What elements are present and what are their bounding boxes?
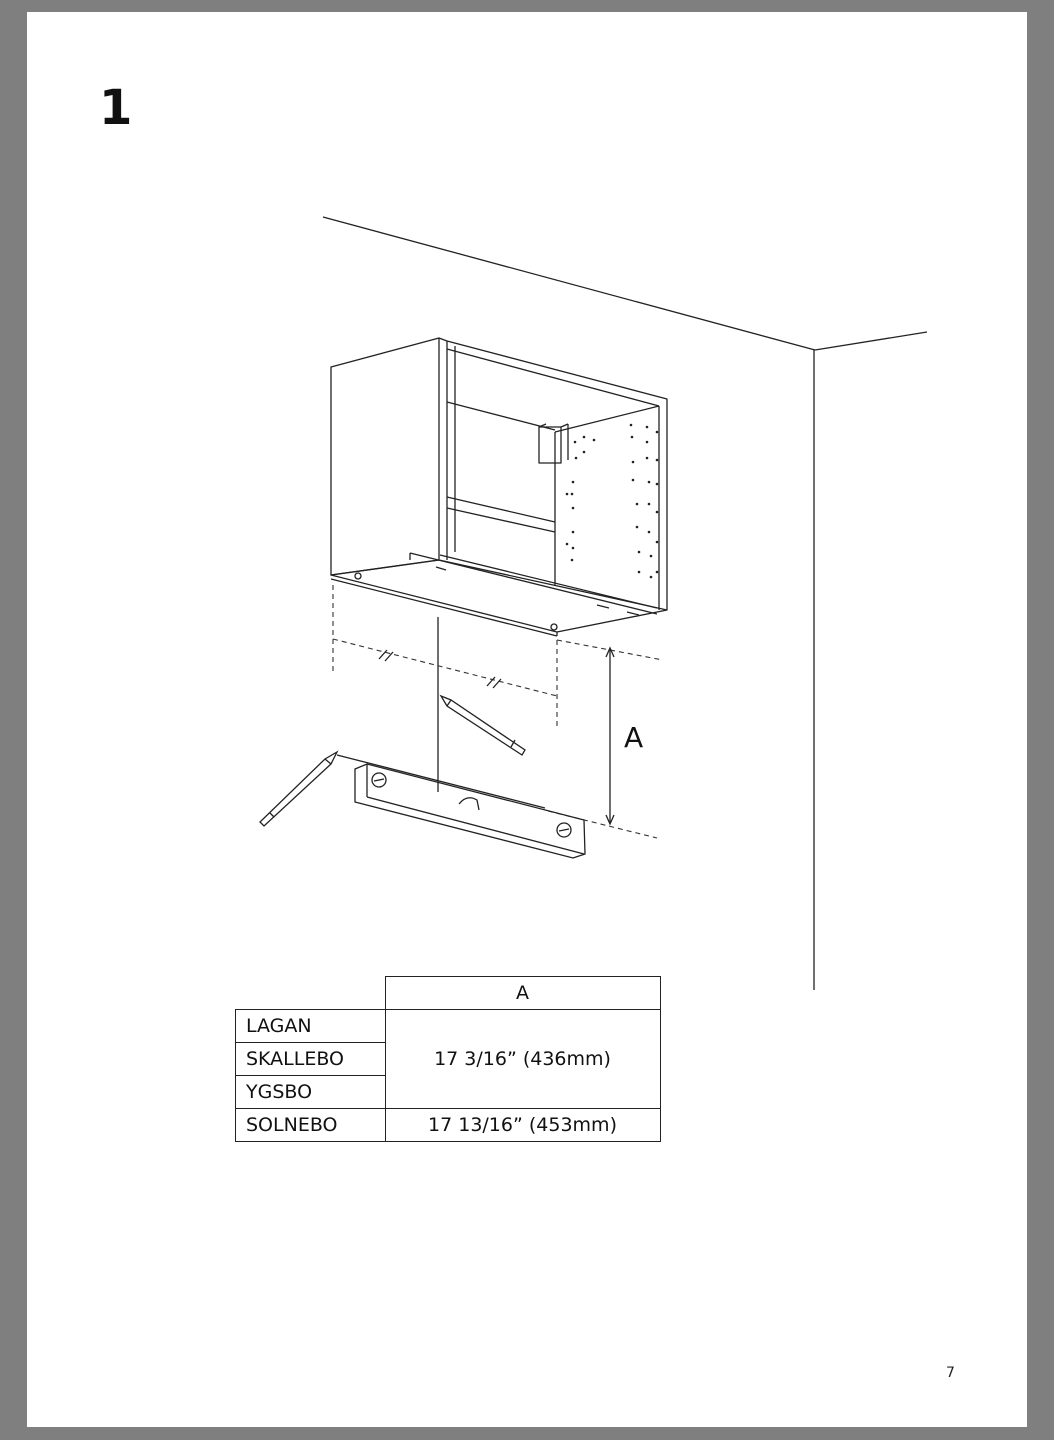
table-column-header: A bbox=[385, 977, 660, 1010]
dimension-table bbox=[235, 976, 661, 1142]
table-row bbox=[236, 1010, 661, 1043]
table-cell-model: SOLNEBO bbox=[236, 1109, 386, 1142]
table-blank-cell bbox=[236, 977, 386, 1010]
table-cell-model: YGSBO bbox=[236, 1076, 386, 1109]
step-number: 1 bbox=[99, 80, 133, 136]
cabinet-mounting-illustration bbox=[27, 12, 1027, 1012]
table-cell-value: 17 3/16” (436mm) bbox=[385, 1010, 660, 1109]
page-number: 7 bbox=[946, 1365, 955, 1381]
table-cell-model: LAGAN bbox=[236, 1010, 386, 1043]
manual-page bbox=[27, 12, 1027, 1427]
table-row bbox=[236, 1109, 661, 1142]
dimension-label-a: A bbox=[624, 721, 644, 754]
table-cell-value: 17 13/16” (453mm) bbox=[385, 1109, 660, 1142]
table-cell-model: SKALLEBO bbox=[236, 1043, 386, 1076]
